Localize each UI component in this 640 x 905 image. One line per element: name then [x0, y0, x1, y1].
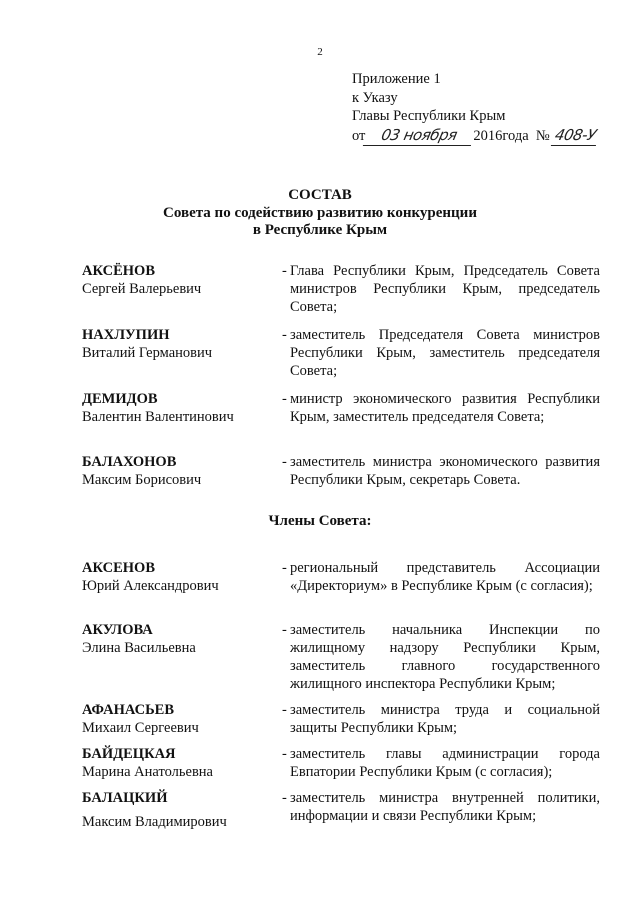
given-name: Валентин Валентинович [82, 409, 234, 425]
given-name: Максим Борисович [82, 472, 202, 488]
position-description: министр экономического развития Республики Крым, заместитель председателя Совета; [290, 391, 600, 425]
year-text: 2016года [473, 127, 529, 144]
dash: - [282, 327, 287, 343]
dash: - [282, 454, 287, 470]
surname: БАЛАЦКИЙ [82, 790, 168, 806]
appendix-reference: к Указу [352, 89, 398, 106]
surname: НАХЛУПИН [82, 327, 170, 343]
given-name: Юрий Александрович [82, 578, 219, 594]
title-heading: СОСТАВ [288, 187, 352, 203]
appendix-block [352, 70, 598, 145]
dash: - [282, 560, 287, 576]
position-description: заместитель министра труда и социальной защиты Республики Крым; [290, 702, 600, 736]
position-description: заместитель начальника Инспекции по жилищному надзору Республики Крым, заместитель главного государственного жилищного инспектора Республики Крым; [290, 622, 600, 692]
members-heading: Члены Совета: [268, 513, 372, 529]
given-name: Сергей Валерьевич [82, 281, 202, 297]
surname: БАЙДЕЦКАЯ [82, 746, 176, 762]
dash: - [282, 622, 287, 638]
number-prefix: № [535, 127, 550, 144]
date-prefix: от [352, 127, 366, 144]
dash: - [282, 263, 287, 279]
title-subheading: Совета по содействию развитию конкуренции [163, 204, 477, 221]
surname: АКУЛОВА [82, 622, 153, 638]
dash: - [282, 790, 287, 806]
surname: АКСЕНОВ [82, 560, 155, 576]
position-description: заместитель министра внутренней политики, информации и связи Республики Крым; [290, 790, 600, 824]
given-name: Элина Васильевна [82, 640, 196, 656]
given-name: Марина Анатольевна [82, 764, 213, 780]
given-name: Виталий Германович [82, 345, 213, 361]
appendix-date-line [352, 126, 598, 146]
handwritten-number: 408-У [551, 126, 600, 146]
dash: - [282, 702, 287, 718]
dash: - [282, 391, 287, 407]
position-description: Глава Республики Крым, Председатель Совета министров Республики Крым, председатель Совета; [290, 263, 600, 315]
position-description: заместитель Председателя Совета министров Республики Крым, заместитель председателя Совета; [290, 327, 600, 379]
appendix-title: Приложение 1 [352, 71, 441, 87]
title-subheading-2: в Республике Крым [252, 222, 388, 238]
surname: ДЕМИДОВ [82, 391, 158, 407]
surname: АФАНАСЬЕВ [82, 702, 174, 718]
surname: БАЛАХОНОВ [82, 454, 177, 470]
dash: - [282, 746, 287, 762]
position-description: заместитель главы администрации города Евпатории Республики Крым (с согласия); [290, 746, 600, 780]
given-name: Максим Владимирович [82, 814, 227, 830]
position-description: заместитель министра экономического развития Республики Крым, секретарь Совета. [290, 454, 600, 488]
given-name: Михаил Сергеевич [82, 720, 199, 736]
handwritten-date: 03 ноября [363, 126, 475, 146]
document-title [0, 187, 640, 240]
page-number: 2 [317, 46, 323, 58]
position-description: региональный представитель Ассоциации «Директориум» в Республике Крым (с согласия); [290, 560, 600, 594]
appendix-authority: Главы Республики Крым [352, 108, 506, 124]
surname: АКСЁНОВ [82, 263, 155, 279]
